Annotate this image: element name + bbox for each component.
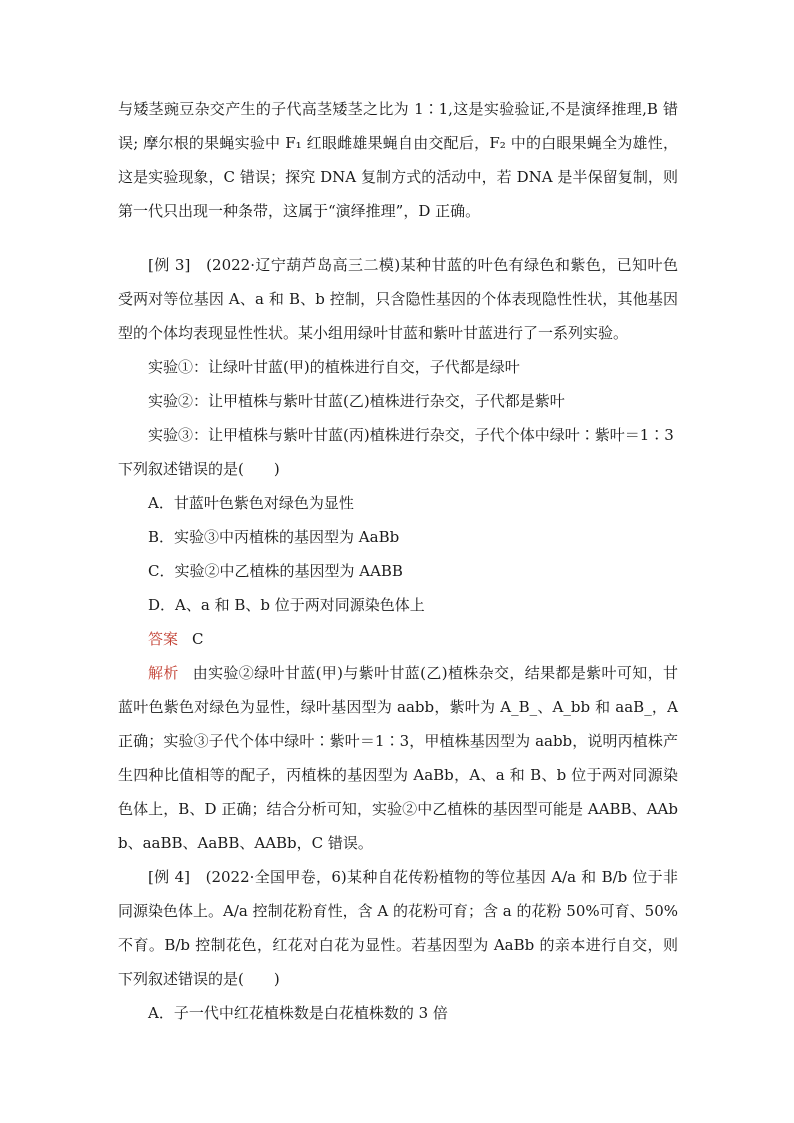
example3-question: 下列叙述错误的是( )	[118, 460, 280, 478]
example3-exp1: 实验①：让绿叶甘蓝(甲)的植株进行自交，子代都是绿叶	[148, 358, 520, 376]
paragraph-prev-analysis: 与矮茎豌豆杂交产生的子代高茎矮茎之比为 1∶1,这是实验验证,不是演绎推理,B 错误; 摩尔根的果蝇实验中 F₁ 红眼雌雄果蝇自由交配后，F₂ 中的白眼果蝇全为雄性，这是实验现象，C 错误；探究 DNA 复制方式的活动中，若 DNA 是半保留复制，则第一代只出现一种条带，这属于“演绎推理”，D 正确。	[118, 100, 678, 220]
example3-answer	[118, 622, 678, 656]
answer-label: 答案	[148, 630, 179, 648]
example3-exp2: 实验②：让甲植株与紫叶甘蓝(乙)植株进行杂交，子代都是紫叶	[148, 392, 565, 410]
document-page	[118, 92, 678, 1030]
example3-exp3: 实验③：让甲植株与紫叶甘蓝(丙)植株进行杂交，子代个体中绿叶∶紫叶＝1∶3	[148, 426, 674, 444]
example3-option-a: A．甘蓝叶色紫色对绿色为显性	[148, 494, 354, 512]
example3-option-b: B．实验③中丙植株的基因型为 AaBb	[148, 528, 400, 546]
example3-option-c: C．实验②中乙植株的基因型为 AABB	[148, 562, 403, 580]
example3-analysis	[118, 656, 678, 860]
analysis-label: 解析	[148, 664, 179, 682]
example4-option-a: A．子一代中红花植株数是白花植株数的 3 倍	[148, 1004, 448, 1022]
answer-value: C	[192, 630, 204, 648]
example3-stem: [例 3] (2022·辽宁葫芦岛高三二模)某种甘蓝的叶色有绿色和紫色，已知叶色受两对等位基因 A、a 和 B、b 控制，只含隐性基因的个体表现隐性性状，其他基因型的个体均表现显性性状。某小组用绿叶甘蓝和紫叶甘蓝进行了一系列实验。	[118, 256, 678, 342]
example4-stem: [例 4] (2022·全国甲卷，6)某种自花传粉植物的等位基因 A/a 和 B/b 位于非同源染色体上。A/a 控制花粉育性，含 A 的花粉可育；含 a 的花粉 50%可育、50%不育。B/b 控制花色，红花对白花为显性。若基因型为 AaBb 的亲本进行自交，则下列叙述错误的是( )	[118, 868, 678, 988]
example3-option-d: D．A、a 和 B、b 位于两对同源染色体上	[148, 596, 425, 614]
analysis-text: 由实验②绿叶甘蓝(甲)与紫叶甘蓝(乙)植株杂交，结果都是紫叶可知，甘蓝叶色紫色对绿色为显性，绿叶基因型为 aabb，紫叶为 A_B_、A_bb 和 aaB_，A 正确；实验③子代个体中绿叶∶紫叶＝1∶3，甲植株基因型为 aabb，说明丙植株产生四种比值相等的配子，丙植株的基因型为 AaBb，A、a 和 B、b 位于两对同源染色体上，B、D 正确；结合分析可知，实验②中乙植株的基因型可能是 AABB、AAbb、aaBB、AaBB、AABb，C 错误。	[118, 664, 678, 852]
